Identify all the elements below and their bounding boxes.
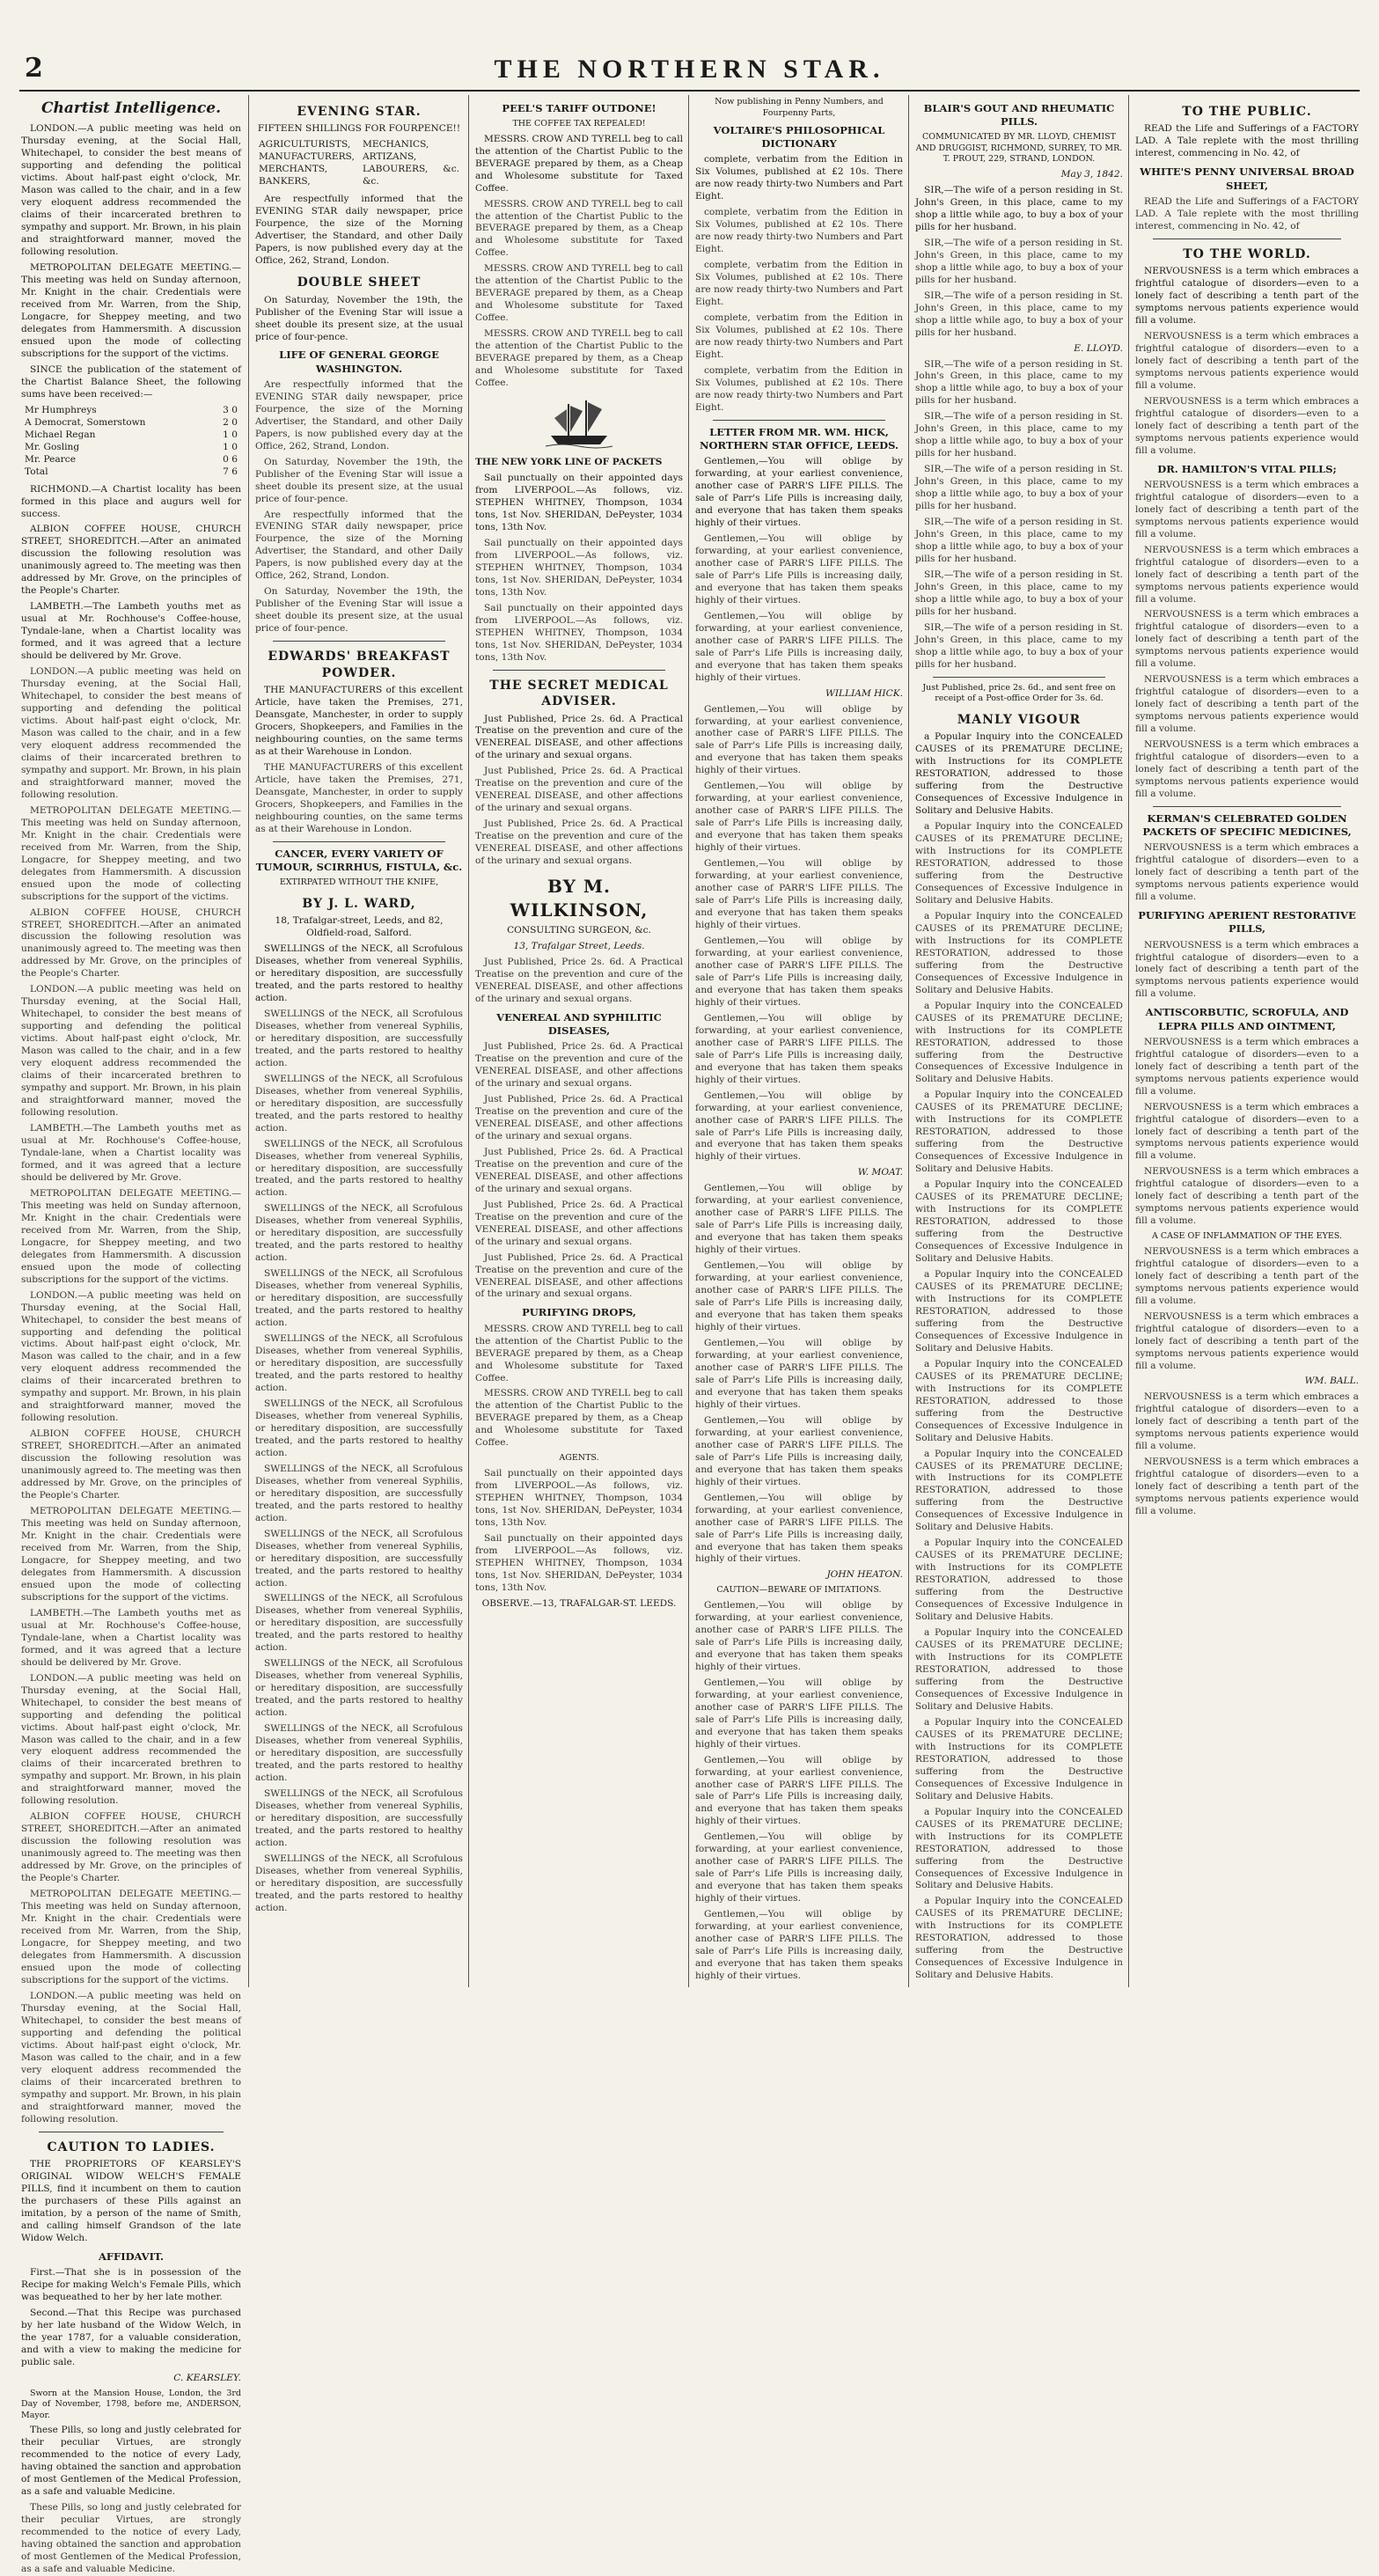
ad-paragraph: SWELLINGS of the NECK, all Scrofulous Diseases, whether from venereal Syphilis, or hereditary disposition, are successfully treated, and the parts restored to healthy action. (255, 1398, 463, 1458)
address: 13, Trafalgar Street, Leeds. (513, 940, 645, 951)
ad-paragraph: Gentlemen,—You will oblige by forwarding, at your earliest convenience, another case of PARR'S LIFE PILLS. The sale of Parr's Life Pills is increasing daily, and everyone that has taken them speaks highly of their virtues. (695, 1831, 903, 1904)
ad-paragraph: a Popular Inquiry into the CONCEALED CAUSES of its PREMATURE DECLINE; with Instructions for its COMPLETE RESTORATION, addressed to those suffering from the Destructive Consequences of Excessive Indulgence in Solitary and Delusive Habits. (915, 910, 1123, 995)
masthead (19, 51, 1360, 92)
article-paragraph: LAMBETH.—The Lambeth youths met as usual at Mr. Rochhouse's Coffee-house, Tyndale-lane, when a Chartist locality was formed, and it was agreed that a lecture should be delivered by Mr. Grove. (21, 601, 241, 662)
ad-paragraph: On Saturday, November the 19th, the Publisher of the Evening Star will issue a sheet double its present size, at the usual price of four-pence. (255, 456, 463, 504)
ad-paragraph: MESSRS. CROW AND TYRELL beg to call the attention of the Chartist Public to the BEVERAGE prepared by them, as a Cheap and Wholesome substitute for Taxed Coffee. (475, 133, 683, 194)
ad-paragraph: Gentlemen,—You will oblige by forwarding, at your earliest convenience, another case of PARR'S LIFE PILLS. The sale of Parr's Life Pills is increasing daily, and everyone that has taken them speaks highly of their virtues. (695, 610, 903, 683)
ad-subheading: LIFE OF GENERAL GEORGE WASHINGTON. (279, 349, 439, 375)
ad-subheading: EXTIRPATED WITHOUT THE KNIFE, (279, 877, 439, 888)
ad-paragraph: Sail punctually on their appointed days from LIVERPOOL.—As follows, viz. STEPHEN WHITNEY, Thompson, 1034 tons, 1st Nov. SHERIDAN, DePeyster, 1034 tons, 13th Nov. (475, 537, 683, 598)
ad-paragraph: a Popular Inquiry into the CONCEALED CAUSES of its PREMATURE DECLINE; with Instructions for its COMPLETE RESTORATION, addressed to those suffering from the Destructive Consequences of Excessive Indulgence in Solitary and Delusive Habits. (915, 1000, 1123, 1085)
ad-paragraph: Just Published, Price 2s. 6d. A Practical Treatise on the prevention and cure of the VENEREAL DISEASE, and other affections of the urinary and sexual organs. (475, 1146, 683, 1194)
article-paragraph: ALBION COFFEE HOUSE, CHURCH STREET, SHOREDITCH.—After an animated discussion the following resolution was unanimously agreed to. The meeting was then addressed by Mr. Grove, on the principles of the People's Charter. (21, 906, 241, 980)
article-paragraph: METROPOLITAN DELEGATE MEETING.—This meeting was held on Sunday afternoon, Mr. Knight in the chair. Credentials were received from Mr. Warren, from the Ship, Longacre, for Sheppey meeting, and two delegates from Hammersmith. A discussion ensued upon the mode of collecting subscriptions for the support of the victims. (21, 1187, 241, 1285)
ad-subheading: A CASE OF INFLAMMATION OF THE EYES. (1151, 1231, 1342, 1242)
ad-heading: MANLY VIGOUR (957, 712, 1082, 727)
table-row: Mr. Pearce 0 6 (25, 453, 238, 465)
column-rule (688, 95, 689, 1987)
ad-heading: DOUBLE SHEET (297, 275, 422, 290)
ad-paragraph: NERVOUSNESS is a term which embraces a frightful catalogue of disorders—even to a lonely fact of describing a tenth part of the symptoms nervous patients experience would fill a volume. (1135, 842, 1359, 903)
section-heading: Chartist Intelligence. (40, 99, 222, 117)
divider (1153, 806, 1341, 807)
article-paragraph: METROPOLITAN DELEGATE MEETING.—This meeting was held on Sunday afternoon, Mr. Knight in the chair. Credentials were received from Mr. Warren, from the Ship, Longacre, for Sheppey meeting, and two delegates from Hammersmith. A discussion ensued upon the mode of collecting subscriptions for the support of the victims. (21, 804, 241, 902)
ad-paragraph: a Popular Inquiry into the CONCEALED CAUSES of its PREMATURE DECLINE; with Instructions for its COMPLETE RESTORATION, addressed to those suffering from the Destructive Consequences of Excessive Indulgence in Solitary and Delusive Habits. (915, 1268, 1123, 1354)
ad-subheading: THE COFFEE TAX REPEALED! (512, 119, 646, 129)
ad-paragraph: THE NEW YORK LINE OF PACKETS (475, 457, 663, 468)
ad-paragraph: Gentlemen,—You will oblige by forwarding, at your earliest convenience, another case of PARR'S LIFE PILLS. The sale of Parr's Life Pills is increasing daily, and everyone that has taken them speaks highly of their virtues. (695, 858, 903, 930)
ad-paragraph: Second.—That this Recipe was purchased by her late husband of the Widow Welch, in the year 1787, for a valuable consideration, and with a view to making the medicine for public sale. (21, 2307, 241, 2367)
ad-heading: CANCER, EVERY VARIETY OF TUMOUR, SCIRRHUS, FISTULA, &c. (255, 847, 463, 873)
article-paragraph: RICHMOND.—A Chartist locality has been formed in this place and augurs well for success. (21, 483, 241, 519)
signature: W. MOAT. (857, 1167, 903, 1178)
ad-paragraph: NERVOUSNESS is a term which embraces a frightful catalogue of disorders—even to a lonely fact of describing a tenth part of the symptoms nervous patients experience would fill a volume. (1135, 609, 1359, 670)
ad-paragraph: Gentlemen,—You will oblige by forwarding, at your earliest convenience, another case of PARR'S LIFE PILLS. The sale of Parr's Life Pills is increasing daily, and everyone that has taken them speaks highly of their virtues. (695, 1260, 903, 1333)
ad-paragraph: On Saturday, November the 19th, the Publisher of the Evening Star will issue a sheet double its present size, at the usual price of four-pence. (255, 586, 463, 635)
ad-paragraph: SIR,—The wife of a person residing in St. John's Green, in this place, came to my shop a little while ago, to buy a box of your pills for her husband. (915, 569, 1123, 617)
article-paragraph: LAMBETH.—The Lambeth youths met as usual at Mr. Rochhouse's Coffee-house, Tyndale-lane, when a Chartist locality was formed, and it was agreed that a lecture should be delivered by Mr. Grove. (21, 1607, 241, 1668)
signature: WM. BALL. (1304, 1376, 1359, 1387)
ad-paragraph: THE PROPRIETORS OF KEARSLEY'S ORIGINAL WIDOW WELCH'S FEMALE PILLS, find it incumbent on them to caution the purchasers of these Pills against an imitation, by a person of the name of Smith, and calling himself Grandson of the late Widow Welch. (21, 2159, 241, 2243)
ad-paragraph: NERVOUSNESS is a term which embraces a frightful catalogue of disorders—even to a lonely fact of describing a tenth part of the symptoms nervous patients experience would fill a volume. (1135, 1245, 1359, 1306)
ad-intro: Now publishing in Penny Numbers, and Fourpenny Parts, (715, 97, 884, 118)
ad-paragraph: a Popular Inquiry into the CONCEALED CAUSES of its PREMATURE DECLINE; with Instructions for its COMPLETE RESTORATION, addressed to those suffering from the Destructive Consequences of Excessive Indulgence in Solitary and Delusive Habits. (915, 1448, 1123, 1533)
article-paragraph: LONDON.—A public meeting was held on Thursday evening, at the Social Hall, Whitechapel, to consider the best means of supporting and defending the political victims. About half-past eight o'clock, Mr. Mason was called to the chair, and in a few very eloquent address recommended the claims of their incarcerated brethren to sympathy and support. Mr. Brown, in his plain and straightforward manner, moved the following resolution. (21, 984, 241, 1119)
ad-paragraph: NERVOUSNESS is a term which embraces a frightful catalogue of disorders—even to a lonely fact of describing a tenth part of the symptoms nervous patients experience would fill a volume. (1135, 544, 1359, 605)
ad-paragraph: THE MANUFACTURERS of this excellent Article, have taken the Premises, 271, Deansgate, Manchester, in order to supply Grocers, Shopkeepers, and Families in the neighbouring counties, on the same terms as at their Warehouse in London. (255, 685, 463, 757)
ship-icon (544, 397, 614, 450)
ad-paragraph: READ the Life and Sufferings of a FACTORY LAD. A Tale replete with the most thrilling interest, commencing in No. 42, of (1135, 123, 1359, 159)
ad-paragraph: SIR,—The wife of a person residing in St. John's Green, in this place, came to my shop a little while ago, to buy a box of your pills for her husband. (915, 184, 1123, 232)
ad-paragraph: Just Published, Price 2s. 6d. A Practical Treatise on the prevention and cure of the VENEREAL DISEASE, and other affections of the urinary and sexual organs. (475, 1093, 683, 1141)
divider (713, 420, 885, 421)
article-paragraph: ALBION COFFEE HOUSE, CHURCH STREET, SHOREDITCH.—After an animated discussion the following resolution was unanimously agreed to. The meeting was then addressed by Mr. Grove, on the principles of the People's Charter. (21, 1811, 241, 1884)
ad-subheading: ANTISCORBUTIC, SCROFULA, AND LEPRA PILLS AND OINTMENT, (1145, 1006, 1349, 1032)
article-paragraph: ALBION COFFEE HOUSE, CHURCH STREET, SHOREDITCH.—After an animated discussion the following resolution was unanimously agreed to. The meeting was then addressed by Mr. Grove, on the principles of the People's Charter. (21, 1428, 241, 1501)
ad-heading: EDWARDS' BREAKFAST POWDER. (268, 650, 451, 680)
ad-paragraph: Gentlemen,—You will oblige by forwarding, at your earliest convenience, another case of PARR'S LIFE PILLS. The sale of Parr's Life Pills is increasing daily, and everyone that has taken them speaks highly of their virtues. (695, 456, 903, 528)
ad-paragraph: complete, verbatim from the Edition in Six Volumes, published at £2 10s. There are now ready thirty-two Numbers and Part Eight. (695, 260, 903, 308)
signature: JOHN HEATON. (826, 1569, 903, 1581)
ad-paragraph: NERVOUSNESS is a term which embraces a frightful catalogue of disorders—even to a lonely fact of describing a tenth part of the symptoms nervous patients experience would fill a volume. (1135, 1457, 1359, 1517)
ad-paragraph: SWELLINGS of the NECK, all Scrofulous Diseases, whether from venereal Syphilis, or hereditary disposition, are successfully treated, and the parts restored to healthy action. (255, 1593, 463, 1654)
ad-paragraph: These Pills, so long and justly celebrated for their peculiar Virtues, are strongly recommended to the notice of every Lady, having obtained the sanction and approbation of most Gentlemen of the Medical Profession, as a safe and valuable Medicine. (21, 2502, 241, 2574)
ad-paragraph: NERVOUSNESS is a term which embraces a frightful catalogue of disorders—even to a lonely fact of describing a tenth part of the symptoms nervous patients experience would fill a volume. (1135, 1310, 1359, 1371)
ad-paragraph: Just Published, Price 2s. 6d. A Practical Treatise on the prevention and cure of the VENEREAL DISEASE, and other affections of the urinary and sexual organs. (475, 956, 683, 1004)
column-evening-star (255, 97, 463, 1989)
ad-paragraph: Gentlemen,—You will oblige by forwarding, at your earliest convenience, another case of PARR'S LIFE PILLS. The sale of Parr's Life Pills is increasing daily, and everyone that has taken them speaks highly of their virtues. (695, 781, 903, 854)
ad-paragraph: SIR,—The wife of a person residing in St. John's Green, in this place, came to my shop a little while ago, to buy a box of your pills for her husband. (915, 464, 1123, 512)
ad-subheading: PURIFYING DROPS, (522, 1306, 636, 1319)
ad-heading: CAUTION TO LADIES. (47, 2139, 216, 2154)
divider (493, 670, 665, 671)
address: 18, Trafalgar-street, Leeds, and 82, Oldfield-road, Salford. (275, 915, 444, 939)
ad-paragraph: a Popular Inquiry into the CONCEALED CAUSES of its PREMATURE DECLINE; with Instructions for its COMPLETE RESTORATION, addressed to those suffering from the Destructive Consequences of Excessive Indulgence in Solitary and Delusive Habits. (915, 1358, 1123, 1443)
ad-paragraph: SIR,—The wife of a person residing in St. John's Green, in this place, came to my shop a little while ago, to buy a box of your pills for her husband. (915, 237, 1123, 285)
article-paragraph: LONDON.—A public meeting was held on Thursday evening, at the Social Hall, Whitechapel, to consider the best means of supporting and defending the political victims. About half-past eight o'clock, Mr. Mason was called to the chair, and in a few very eloquent address recommended the claims of their incarcerated brethren to sympathy and support. Mr. Brown, in his plain and straightforward manner, moved the following resolution. (21, 666, 241, 800)
ad-paragraph: Just Published, Price 2s. 6d. A Practical Treatise on the prevention and cure of the VENEREAL DISEASE, and other affections of the urinary and sexual organs. (475, 713, 683, 761)
column-rule (1128, 95, 1129, 1987)
ad-paragraph: Sail punctually on their appointed days from LIVERPOOL.—As follows, viz. STEPHEN WHITNEY, Thompson, 1034 tons, 1st Nov. SHERIDAN, DePeyster, 1034 tons, 13th Nov. (475, 1532, 683, 1593)
ad-paragraph: Gentlemen,—You will oblige by forwarding, at your earliest convenience, another case of PARR'S LIFE PILLS. The sale of Parr's Life Pills is increasing daily, and everyone that has taken them speaks highly of their virtues. (695, 1599, 903, 1672)
ad-paragraph: a Popular Inquiry into the CONCEALED CAUSES of its PREMATURE DECLINE; with Instructions for its COMPLETE RESTORATION, addressed to those suffering from the Destructive Consequences of Excessive Indulgence in Solitary and Delusive Habits. (915, 1716, 1123, 1802)
column-voltaire-letters (695, 97, 903, 1989)
article-paragraph: LONDON.—A public meeting was held on Thursday evening, at the Social Hall, Whitechapel, to consider the best means of supporting and defending the political victims. About half-past eight o'clock, Mr. Mason was called to the chair, and in a few very eloquent address recommended the claims of their incarcerated brethren to sympathy and support. Mr. Brown, in his plain and straightforward manner, moved the following resolution. (21, 1672, 241, 1807)
ad-paragraph: Sail punctually on their appointed days from LIVERPOOL.—As follows, viz. STEPHEN WHITNEY, Thompson, 1034 tons, 1st Nov. SHERIDAN, DePeyster, 1034 tons, 13th Nov. (475, 473, 683, 532)
divider (273, 641, 445, 642)
ad-paragraph: MESSRS. CROW AND TYRELL beg to call the attention of the Chartist Public to the BEVERAGE prepared by them, as a Cheap and Wholesome substitute for Taxed Coffee. (475, 1323, 683, 1383)
ad-paragraph: NERVOUSNESS is a term which embraces a frightful catalogue of disorders—even to a lonely fact of describing a tenth part of the symptoms nervous patients experience would fill a volume. (1135, 1166, 1359, 1227)
table-row-total: Total 7 6 (25, 466, 238, 477)
article-paragraph: SINCE the publication of the statement of the Chartist Balance Sheet, the following sums have been received:— (21, 363, 241, 400)
article-paragraph: LAMBETH.—The Lambeth youths met as usual at Mr. Rochhouse's Coffee-house, Tyndale-lane, when a Chartist locality was formed, and it was agreed that a lecture should be delivered by Mr. Grove. (21, 1123, 241, 1183)
ad-subheading: WHITE'S PENNY UNIVERSAL BROAD SHEET, (1140, 165, 1354, 192)
ad-heading: TO THE WORLD. (1183, 246, 1311, 261)
ad-heading: THE SECRET MEDICAL ADVISER. (489, 678, 669, 709)
ad-paragraph: complete, verbatim from the Edition in Six Volumes, published at £2 10s. There are now ready thirty-two Numbers and Part Eight. (695, 364, 903, 413)
ad-paragraph: SIR,—The wife of a person residing in St. John's Green, in this place, came to my shop a little while ago, to buy a box of your pills for her husband. (915, 290, 1123, 338)
ad-paragraph: NERVOUSNESS is a term which embraces a frightful catalogue of disorders—even to a lonely fact of describing a tenth part of the symptoms nervous patients experience would fill a volume. (1135, 266, 1359, 326)
ad-heading: EVENING STAR. (297, 105, 422, 119)
ad-paragraph: SWELLINGS of the NECK, all Scrofulous Diseases, whether from venereal Syphilis, or hereditary disposition, are successfully treated, and the parts restored to healthy action. (255, 1203, 463, 1264)
article-paragraph: ALBION COFFEE HOUSE, CHURCH STREET, SHOREDITCH.—After an animated discussion the following resolution was unanimously agreed to. The meeting was then addressed by Mr. Grove, on the principles of the People's Charter. (21, 524, 241, 597)
ad-subheading: VENEREAL AND SYPHILITIC DISEASES, (496, 1010, 662, 1037)
ad-paragraph: MESSRS. CROW AND TYRELL beg to call the attention of the Chartist Public to the BEVERAGE prepared by them, as a Cheap and Wholesome substitute for Taxed Coffee. (475, 328, 683, 389)
ad-paragraph: a Popular Inquiry into the CONCEALED CAUSES of its PREMATURE DECLINE; with Instructions for its COMPLETE RESTORATION, addressed to those suffering from the Destructive Consequences of Excessive Indulgence in Solitary and Delusive Habits. (915, 1806, 1123, 1891)
ad-paragraph: SIR,—The wife of a person residing in St. John's Green, in this place, came to my shop a little while ago, to buy a box of your pills for her husband. (915, 358, 1123, 407)
column-rule (248, 95, 249, 1987)
ad-paragraph: First.—That she is in possession of the Recipe for making Welch's Female Pills, which was bequeathed to her by her late mother. (21, 2266, 241, 2302)
ad-paragraph: a Popular Inquiry into the CONCEALED CAUSES of its PREMATURE DECLINE; with Instructions for its COMPLETE RESTORATION, addressed to those suffering from the Destructive Consequences of Excessive Indulgence in Solitary and Delusive Habits. (915, 1627, 1123, 1712)
ad-paragraph: Gentlemen,—You will oblige by forwarding, at your earliest convenience, another case of PARR'S LIFE PILLS. The sale of Parr's Life Pills is increasing daily, and everyone that has taken them speaks highly of their virtues. (695, 935, 903, 1008)
table-row: Michael Regan 1 0 (25, 429, 238, 440)
table-row: A Democrat, Somerstown 2 0 (25, 416, 238, 428)
ad-paragraph: On Saturday, November the 19th, the Publisher of the Evening Star will issue a sheet double its present size, at the usual price of four-pence. (255, 294, 463, 342)
sworn-statement: Sworn at the Mansion House, London, the 3rd Day of November, 1798, before me, ANDERSON, Mayor. (21, 2388, 241, 2420)
ad-heading: BY J. L. WARD, (302, 896, 416, 911)
ad-paragraph: NERVOUSNESS is a term which embraces a frightful catalogue of disorders—even to a lonely fact of describing a tenth part of the symptoms nervous patients experience would fill a volume. (1135, 395, 1359, 456)
ad-paragraph: SWELLINGS of the NECK, all Scrofulous Diseases, whether from venereal Syphilis, or hereditary disposition, are successfully treated, and the parts restored to healthy action. (255, 1073, 463, 1134)
ad-paragraph: Gentlemen,—You will oblige by forwarding, at your earliest convenience, another case of PARR'S LIFE PILLS. The sale of Parr's Life Pills is increasing daily, and everyone that has taken them speaks highly of their virtues. (695, 1492, 903, 1565)
ad-paragraph: SWELLINGS of the NECK, all Scrofulous Diseases, whether from venereal Syphilis, or hereditary disposition, are successfully treated, and the parts restored to healthy action. (255, 1268, 463, 1329)
signature: C. KEARSLEY. (173, 2372, 241, 2383)
ad-paragraph: NERVOUSNESS is a term which embraces a frightful catalogue of disorders—even to a lonely fact of describing a tenth part of the symptoms nervous patients experience would fill a volume. (1135, 479, 1359, 539)
article-paragraph: METROPOLITAN DELEGATE MEETING.—This meeting was held on Sunday afternoon, Mr. Knight in the chair. Credentials were received from Mr. Warren, from the Ship, Longacre, for Sheppey meeting, and two delegates from Hammersmith. A discussion ensued upon the mode of collecting subscriptions for the support of the victims. (21, 1506, 241, 1603)
ad-paragraph: Gentlemen,—You will oblige by forwarding, at your earliest convenience, another case of PARR'S LIFE PILLS. The sale of Parr's Life Pills is increasing daily, and everyone that has taken them speaks highly of their virtues. (695, 1012, 903, 1085)
article-paragraph: LONDON.—A public meeting was held on Thursday evening, at the Social Hall, Whitechapel, to consider the best means of supporting and defending the political victims. About half-past eight o'clock, Mr. Mason was called to the chair, and in a few very eloquent address recommended the claims of their incarcerated brethren to sympathy and support. Mr. Brown, in his plain and straightforward manner, moved the following resolution. (21, 1990, 241, 2125)
ad-paragraph: THE MANUFACTURERS of this excellent Article, have taken the Premises, 271, Deansgate, Manchester, in order to supply Grocers, Shopkeepers, and Families in the neighbouring counties, on the same terms as at their Warehouse in London. (255, 761, 463, 834)
ad-heading: KERMAN'S CELEBRATED GOLDEN PACKETS OF SPECIFIC MEDICINES, (1142, 812, 1352, 839)
ad-paragraph: SIR,—The wife of a person residing in St. John's Green, in this place, came to my shop a little while ago, to buy a box of your pills for her husband. (915, 517, 1123, 565)
ad-paragraph: NERVOUSNESS is a term which embraces a frightful catalogue of disorders—even to a lonely fact of describing a tenth part of the symptoms nervous patients experience would fill a volume. (1135, 330, 1359, 391)
date: May 3, 1842. (1060, 168, 1123, 180)
column-gout-pills (915, 97, 1123, 1989)
ad-paragraph: NERVOUSNESS is a term which embraces a frightful catalogue of disorders—even to a lonely fact of describing a tenth part of the symptoms nervous patients experience would fill a volume. (1135, 1391, 1359, 1452)
ad-paragraph: a Popular Inquiry into the CONCEALED CAUSES of its PREMATURE DECLINE; with Instructions for its COMPLETE RESTORATION, addressed to those suffering from the Destructive Consequences of Excessive Indulgence in Solitary and Delusive Habits. (915, 821, 1123, 906)
ad-paragraph: NERVOUSNESS is a term which embraces a frightful catalogue of disorders—even to a lonely fact of describing a tenth part of the symptoms nervous patients experience would fill a volume. (1135, 674, 1359, 735)
ad-paragraph: SWELLINGS of the NECK, all Scrofulous Diseases, whether from venereal Syphilis, or hereditary disposition, are successfully treated, and the parts restored to healthy action. (255, 1658, 463, 1719)
ad-subheading: OBSERVE.—13, TRAFALGAR-ST. LEEDS. (481, 1597, 677, 1609)
ad-heading: PEEL'S TARIFF OUTDONE! (502, 102, 656, 114)
ad-heading: BY M. WILKINSON, (510, 876, 649, 921)
ad-paragraph: Gentlemen,—You will oblige by forwarding, at your earliest convenience, another case of PARR'S LIFE PILLS. The sale of Parr's Life Pills is increasing daily, and everyone that has taken them speaks highly of their virtues. (695, 1677, 903, 1750)
reader-classes: AGRICULTURISTS, MANUFACTURERS, MERCHANTS, BANKERS, MECHANICS, ARTIZANS, LABOURERS, &c. &c. (259, 139, 459, 187)
ad-subheading: PURIFYING APERIENT RESTORATIVE PILLS, (1138, 909, 1356, 936)
ad-subheading: FIFTEEN SHILLINGS FOR FOURPENCE!! (257, 123, 461, 135)
ad-paragraph: These Pills, so long and justly celebrated for their peculiar Virtues, are strongly recommended to the notice of every Lady, having obtained the sanction and approbation of most Gentlemen of the Medical Profession, as a safe and valuable Medicine. (21, 2425, 241, 2498)
table-row: Mr Humphreys 3 0 (25, 404, 238, 415)
ad-paragraph: SWELLINGS of the NECK, all Scrofulous Diseases, whether from venereal Syphilis, or hereditary disposition, are successfully treated, and the parts restored to healthy action. (255, 1333, 463, 1393)
ad-paragraph: a Popular Inquiry into the CONCEALED CAUSES of its PREMATURE DECLINE; with Instructions for its COMPLETE RESTORATION, addressed to those suffering from the Destructive Consequences of Excessive Indulgence in Solitary and Delusive Habits. (915, 1896, 1123, 1981)
ad-paragraph: NERVOUSNESS is a term which embraces a frightful catalogue of disorders—even to a lonely fact of describing a tenth part of the symptoms nervous patients experience would fill a volume. (1135, 739, 1359, 800)
ad-paragraph: Sail punctually on their appointed days from LIVERPOOL.—As follows, viz. STEPHEN WHITNEY, Thompson, 1034 tons, 1st Nov. SHERIDAN, DePeyster, 1034 tons, 13th Nov. (475, 1467, 683, 1528)
ad-paragraph: Gentlemen,—You will oblige by forwarding, at your earliest convenience, another case of PARR'S LIFE PILLS. The sale of Parr's Life Pills is increasing daily, and everyone that has taken them speaks highly of their virtues. (695, 1414, 903, 1487)
ad-intro: Just Published, price 2s. 6d., and sent free on receipt of a Post-office Order for 3s. 6d. (922, 682, 1116, 704)
ad-paragraph: READ the Life and Sufferings of a FACTORY LAD. A Tale replete with the most thrilling interest, commencing in No. 42, of (1135, 195, 1359, 231)
ad-paragraph: a Popular Inquiry into the CONCEALED CAUSES of its PREMATURE DECLINE; with Instructions for its COMPLETE RESTORATION, addressed to those suffering from the Destructive Consequences of Excessive Indulgence in Solitary and Delusive Habits. (915, 731, 1123, 817)
ad-paragraph: Gentlemen,—You will oblige by forwarding, at your earliest convenience, another case of PARR'S LIFE PILLS. The sale of Parr's Life Pills is increasing daily, and everyone that has taken them speaks highly of their virtues. (695, 1090, 903, 1163)
article-paragraph: LONDON.—A public meeting was held on Thursday evening, at the Social Hall, Whitechapel, to consider the best means of supporting and defending the political victims. About half-past eight o'clock, Mr. Mason was called to the chair, and in a few very eloquent address recommended the claims of their incarcerated brethren to sympathy and support. Mr. Brown, in his plain and straightforward manner, moved the following resolution. (21, 1289, 241, 1424)
ad-paragraph: a Popular Inquiry into the CONCEALED CAUSES of its PREMATURE DECLINE; with Instructions for its COMPLETE RESTORATION, addressed to those suffering from the Destructive Consequences of Excessive Indulgence in Solitary and Delusive Habits. (915, 1538, 1123, 1623)
ad-paragraph: Just Published, Price 2s. 6d. A Practical Treatise on the prevention and cure of the VENEREAL DISEASE, and other affections of the urinary and sexual organs. (475, 1199, 683, 1247)
ad-paragraph: Gentlemen,—You will oblige by forwarding, at your earliest convenience, another case of PARR'S LIFE PILLS. The sale of Parr's Life Pills is increasing daily, and everyone that has taken them speaks highly of their virtues. (695, 1909, 903, 1982)
column-chartist-intelligence (21, 97, 241, 2574)
ad-subheading: AFFIDAVIT. (98, 2249, 165, 2263)
ad-paragraph: Gentlemen,—You will oblige by forwarding, at your earliest convenience, another case of PARR'S LIFE PILLS. The sale of Parr's Life Pills is increasing daily, and everyone that has taken them speaks highly of their virtues. (695, 703, 903, 776)
ad-paragraph: SWELLINGS of the NECK, all Scrofulous Diseases, whether from venereal Syphilis, or hereditary disposition, are successfully treated, and the parts restored to healthy action. (255, 1463, 463, 1523)
ad-paragraph: NERVOUSNESS is a term which embraces a frightful catalogue of disorders—even to a lonely fact of describing a tenth part of the symptoms nervous patients experience would fill a volume. (1135, 1101, 1359, 1162)
ad-paragraph: SWELLINGS of the NECK, all Scrofulous Diseases, whether from venereal Syphilis, or hereditary disposition, are successfully treated, and the parts restored to healthy action. (255, 1723, 463, 1784)
ad-paragraph: a Popular Inquiry into the CONCEALED CAUSES of its PREMATURE DECLINE; with Instructions for its COMPLETE RESTORATION, addressed to those suffering from the Destructive Consequences of Excessive Indulgence in Solitary and Delusive Habits. (915, 1090, 1123, 1175)
ad-subheading: AGENTS. (559, 1453, 599, 1464)
article-paragraph: METROPOLITAN DELEGATE MEETING.—This meeting was held on Sunday afternoon, Mr. Knight in the chair. Credentials were received from Mr. Warren, from the Ship, Longacre, for Sheppey meeting, and two delegates from Hammersmith. A discussion ensued upon the mode of collecting subscriptions for the support of the victims. (21, 1889, 241, 1985)
ad-paragraph: SWELLINGS of the NECK, all Scrofulous Diseases, whether from venereal Syphilis, or hereditary disposition, are successfully treated, and the parts restored to healthy action. (255, 1528, 463, 1589)
ad-subheading: DR. HAMILTON'S VITAL PILLS; (1157, 462, 1337, 475)
divider (933, 677, 1105, 678)
ad-paragraph: SIR,—The wife of a person residing in St. John's Green, in this place, came to my shop a little while ago, to buy a box of your pills for her husband. (915, 621, 1123, 670)
page-number: 2 (25, 53, 43, 84)
ad-subheading: CAUTION—BEWARE OF IMITATIONS. (716, 1585, 882, 1596)
ad-paragraph: NERVOUSNESS is a term which embraces a frightful catalogue of disorders—even to a lonely fact of describing a tenth part of the symptoms nervous patients experience would fill a volume. (1135, 1036, 1359, 1097)
ad-paragraph: Are respectfully informed that the EVENING STAR daily newspaper, price Fourpence, the size of the Morning Advertiser, the Standard, and other Daily Papers, is now published every day at the Office, 262, Strand, London. (255, 378, 463, 451)
ad-paragraph: Just Published, Price 2s. 6d. A Practical Treatise on the prevention and cure of the VENEREAL DISEASE, and other affections of the urinary and sexual organs. (475, 1251, 683, 1300)
ad-paragraph: complete, verbatim from the Edition in Six Volumes, published at £2 10s. There are now ready thirty-two Numbers and Part Eight. (695, 154, 903, 202)
ad-heading: BLAIR'S GOUT AND RHEUMATIC PILLS. (923, 102, 1115, 128)
ad-paragraph: Just Published, Price 2s. 6d. A Practical Treatise on the prevention and cure of the VENEREAL DISEASE, and other affections of the urinary and sexual organs. (475, 766, 683, 814)
ad-paragraph: Are respectfully informed that the EVENING STAR daily newspaper, price Fourpence, the size of the Morning Advertiser, the Standard, and other Daily Papers, is now published every day at the Office, 262, Strand, London. (255, 194, 463, 267)
newspaper-title: THE NORTHERN STAR. (494, 55, 885, 84)
subscriptions-table (21, 405, 241, 479)
column-tariff-packets (475, 97, 683, 1989)
ad-paragraph: Just Published, Price 2s. 6d. A Practical Treatise on the prevention and cure of the VENEREAL DISEASE, and other affections of the urinary and sexual organs. (475, 818, 683, 867)
ad-paragraph: MESSRS. CROW AND TYRELL beg to call the attention of the Chartist Public to the BEVERAGE prepared by them, as a Cheap and Wholesome substitute for Taxed Coffee. (475, 198, 683, 259)
ad-heading: LETTER FROM MR. WM. HICK, NORTHERN STAR OFFICE, LEEDS. (699, 425, 899, 451)
signature: WILLIAM HICK. (825, 687, 903, 699)
column-rule (908, 95, 909, 1987)
ad-paragraph: SWELLINGS of the NECK, all Scrofulous Diseases, whether from venereal Syphilis, or hereditary disposition, are successfully treated, and the parts restored to healthy action. (255, 943, 463, 1003)
ad-heading: TO THE PUBLIC. (1182, 105, 1312, 119)
ad-paragraph: Sail punctually on their appointed days from LIVERPOOL.—As follows, viz. STEPHEN WHITNEY, Thompson, 1034 tons, 1st Nov. SHERIDAN, DePeyster, 1034 tons, 13th Nov. (475, 602, 683, 663)
column-to-the-public (1135, 97, 1359, 1989)
ad-paragraph: complete, verbatim from the Edition in Six Volumes, published at £2 10s. There are now ready thirty-two Numbers and Part Eight. (695, 207, 903, 255)
ad-paragraph: Just Published, Price 2s. 6d. A Practical Treatise on the prevention and cure of the VENEREAL DISEASE, and other affections of the urinary and sexual organs. (475, 1041, 683, 1089)
table-row: Mr. Gosling 1 0 (25, 441, 238, 452)
ad-paragraph: SIR,—The wife of a person residing in St. John's Green, in this place, came to my shop a little while ago, to buy a box of your pills for her husband. (915, 411, 1123, 459)
ad-paragraph: Gentlemen,—You will oblige by forwarding, at your earliest convenience, another case of PARR'S LIFE PILLS. The sale of Parr's Life Pills is increasing daily, and everyone that has taken them speaks highly of their virtues. (695, 1183, 903, 1256)
ad-paragraph: NERVOUSNESS is a term which embraces a frightful catalogue of disorders—even to a lonely fact of describing a tenth part of the symptoms nervous patients experience would fill a volume. (1135, 939, 1359, 1000)
signature: E. LLOYD. (1074, 342, 1123, 354)
ad-paragraph: SWELLINGS of the NECK, all Scrofulous Diseases, whether from venereal Syphilis, or hereditary disposition, are successfully treated, and the parts restored to healthy action. (255, 1138, 463, 1199)
ad-paragraph: SWELLINGS of the NECK, all Scrofulous Diseases, whether from venereal Syphilis, or hereditary disposition, are successfully treated, and the parts restored to healthy action. (255, 1853, 463, 1913)
ad-paragraph: SWELLINGS of the NECK, all Scrofulous Diseases, whether from venereal Syphilis, or hereditary disposition, are successfully treated, and the parts restored to healthy action. (255, 1008, 463, 1068)
ad-paragraph: complete, verbatim from the Edition in Six Volumes, published at £2 10s. There are now ready thirty-two Numbers and Part Eight. (695, 312, 903, 360)
ad-paragraph: SWELLINGS of the NECK, all Scrofulous Diseases, whether from venereal Syphilis, or hereditary disposition, are successfully treated, and the parts restored to healthy action. (255, 1788, 463, 1848)
article-paragraph: LONDON.—A public meeting was held on Thursday evening, at the Social Hall, Whitechapel, to consider the best means of supporting and defending the political victims. About half-past eight o'clock, Mr. Mason was called to the chair, and in a few very eloquent address recommended the claims of their incarcerated brethren to sympathy and support. Mr. Brown, in his plain and straightforward manner, moved the following resolution. (21, 123, 241, 258)
divider (273, 841, 445, 842)
ad-paragraph: Are respectfully informed that the EVENING STAR daily newspaper, price Fourpence, the size of the Morning Advertiser, the Standard, and other Daily Papers, is now published every day at the Office, 262, Strand, London. (255, 509, 463, 582)
ad-paragraph: Gentlemen,—You will oblige by forwarding, at your earliest convenience, another case of PARR'S LIFE PILLS. The sale of Parr's Life Pills is increasing daily, and everyone that has taken them speaks highly of their virtues. (695, 1754, 903, 1827)
ad-paragraph: Gentlemen,—You will oblige by forwarding, at your earliest convenience, another case of PARR'S LIFE PILLS. The sale of Parr's Life Pills is increasing daily, and everyone that has taken them speaks highly of their virtues. (695, 532, 903, 605)
ad-paragraph: MESSRS. CROW AND TYRELL beg to call the attention of the Chartist Public to the BEVERAGE prepared by them, as a Cheap and Wholesome substitute for Taxed Coffee. (475, 263, 683, 324)
ad-paragraph: Gentlemen,—You will oblige by forwarding, at your earliest convenience, another case of PARR'S LIFE PILLS. The sale of Parr's Life Pills is increasing daily, and everyone that has taken them speaks highly of their virtues. (695, 1338, 903, 1410)
column-rule (468, 95, 469, 1987)
ad-heading: VOLTAIRE'S PHILOSOPHICAL DICTIONARY (713, 124, 885, 150)
ad-paragraph: a Popular Inquiry into the CONCEALED CAUSES of its PREMATURE DECLINE; with Instructions for its COMPLETE RESTORATION, addressed to those suffering from the Destructive Consequences of Excessive Indulgence in Solitary and Delusive Habits. (915, 1179, 1123, 1264)
ad-subheading: COMMUNICATED BY MR. LLOYD, CHEMIST AND DRUGGIST, RICHMOND, SURREY, TO MR. T. PROUT, 229, STRAND, LONDON. (915, 132, 1123, 165)
ad-paragraph: MESSRS. CROW AND TYRELL beg to call the attention of the Chartist Public to the BEVERAGE prepared by them, as a Cheap and Wholesome substitute for Taxed Coffee. (475, 1388, 683, 1449)
ad-subheading: CONSULTING SURGEON, &c. (507, 924, 651, 936)
article-paragraph: METROPOLITAN DELEGATE MEETING.—This meeting was held on Sunday afternoon, Mr. Knight in the chair. Credentials were received from Mr. Warren, from the Ship, Longacre, for Sheppey meeting, and two delegates from Hammersmith. A discussion ensued upon the mode of collecting subscriptions for the support of the victims. (21, 262, 241, 359)
